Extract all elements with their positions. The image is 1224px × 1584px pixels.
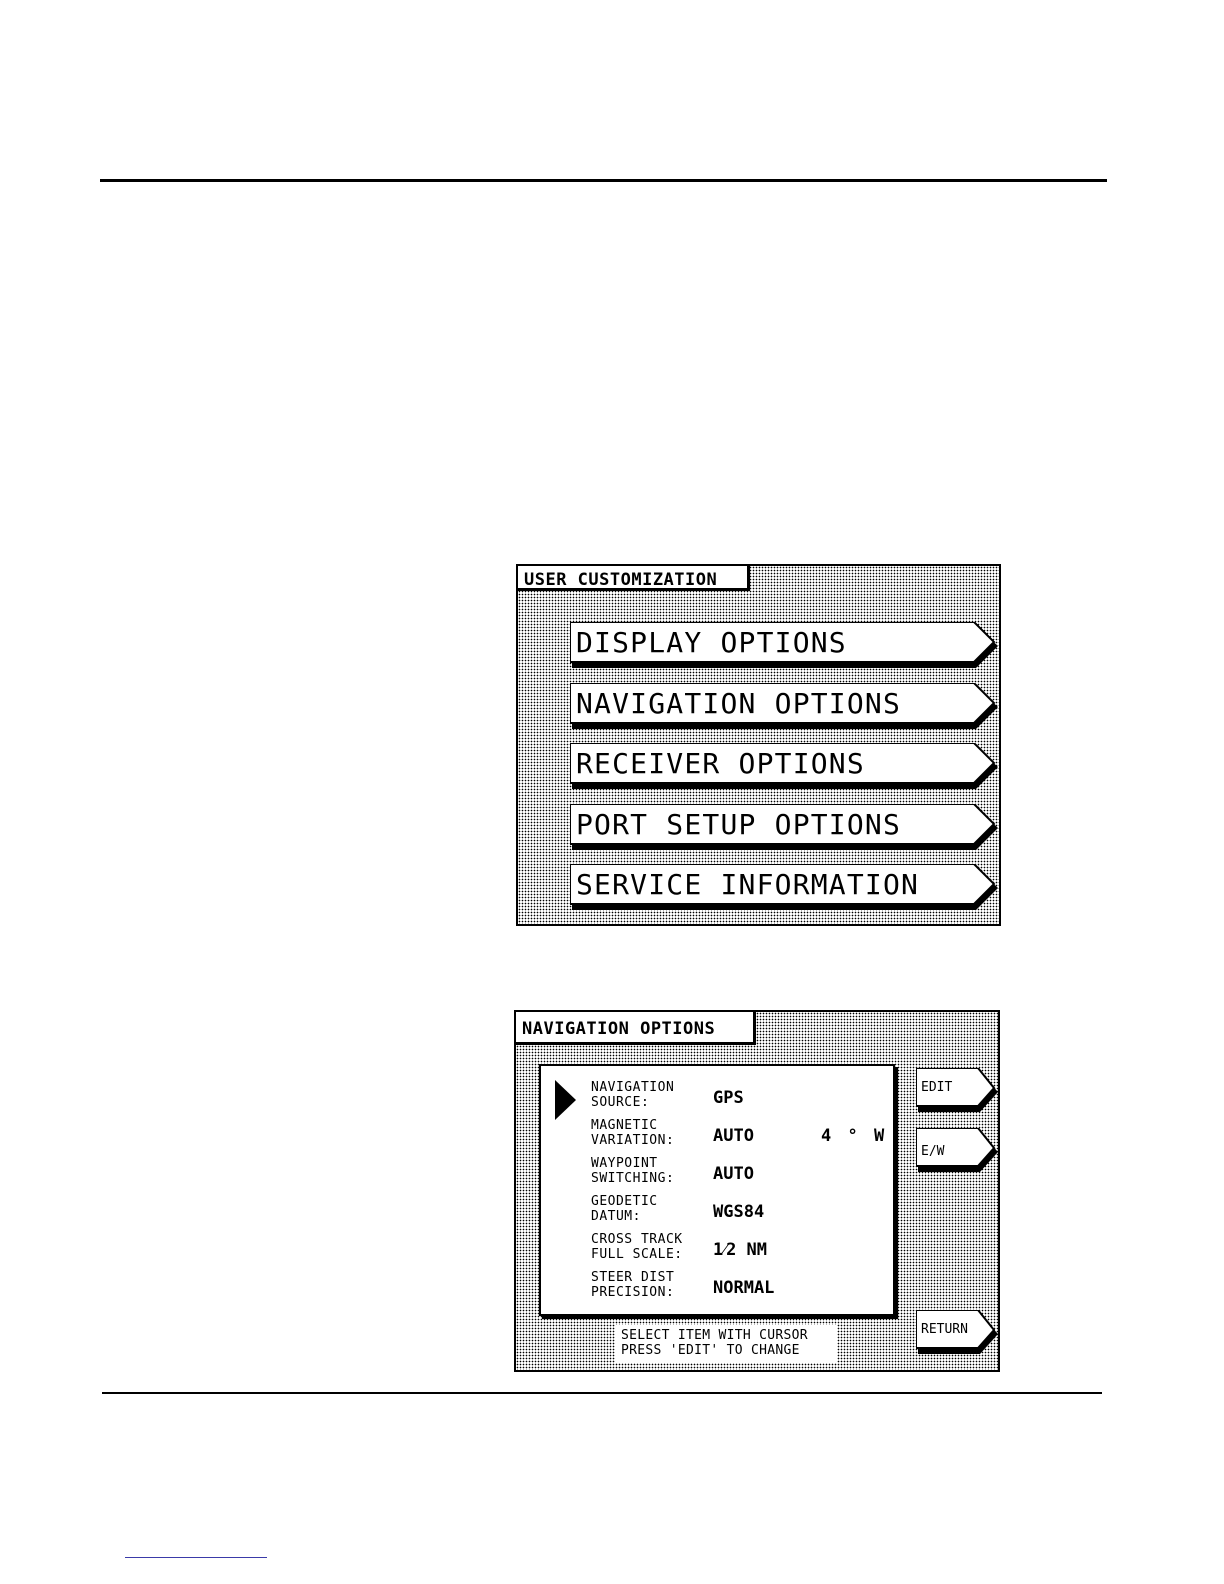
footer-link-underline bbox=[125, 1557, 267, 1558]
option-value: 1⁄2 NM bbox=[713, 1240, 768, 1260]
menu-label: SERVICE INFORMATION bbox=[576, 868, 920, 901]
menu-navigation-options[interactable] bbox=[570, 683, 996, 727]
east-west-button[interactable] bbox=[916, 1128, 996, 1170]
option-value: AUTO bbox=[713, 1164, 754, 1184]
panel-title: USER CUSTOMIZATION bbox=[518, 566, 750, 591]
button-label: EDIT bbox=[921, 1080, 953, 1095]
edit-button[interactable] bbox=[916, 1068, 996, 1110]
top-divider bbox=[100, 179, 1107, 182]
option-name: WAYPOINT SWITCHING: bbox=[591, 1156, 675, 1186]
hint-line-2: PRESS 'EDIT' TO CHANGE bbox=[621, 1343, 800, 1358]
option-name: NAVIGATION SOURCE: bbox=[591, 1080, 675, 1110]
option-name: CROSS TRACK FULL SCALE: bbox=[591, 1232, 683, 1262]
option-value: WGS84 bbox=[713, 1202, 765, 1222]
option-value: AUTO bbox=[713, 1126, 754, 1146]
menu-label: RECEIVER OPTIONS bbox=[576, 747, 865, 780]
button-label: RETURN bbox=[921, 1322, 968, 1337]
option-value: NORMAL bbox=[713, 1278, 775, 1298]
user-customization-panel bbox=[516, 564, 1001, 926]
option-value: GPS bbox=[713, 1088, 744, 1108]
button-label: E/W bbox=[921, 1144, 945, 1159]
variation-degrees: 4 ° W bbox=[821, 1126, 888, 1146]
menu-label: PORT SETUP OPTIONS bbox=[576, 808, 902, 841]
return-button[interactable] bbox=[916, 1310, 996, 1352]
help-hint bbox=[615, 1325, 837, 1363]
cursor-arrow-icon bbox=[555, 1080, 576, 1120]
option-name: GEODETIC DATUM: bbox=[591, 1194, 658, 1224]
option-name: MAGNETIC VARIATION: bbox=[591, 1118, 675, 1148]
hint-line-1: SELECT ITEM WITH CURSOR bbox=[621, 1328, 808, 1343]
option-name: STEER DIST PRECISION: bbox=[591, 1270, 675, 1300]
menu-display-options[interactable] bbox=[570, 622, 996, 666]
menu-label: NAVIGATION OPTIONS bbox=[576, 687, 902, 720]
navigation-options-panel bbox=[514, 1010, 1000, 1372]
menu-receiver-options[interactable] bbox=[570, 743, 996, 787]
menu-port-setup-options[interactable] bbox=[570, 804, 996, 848]
options-list bbox=[539, 1064, 895, 1316]
menu-label: DISPLAY OPTIONS bbox=[576, 626, 847, 659]
menu-service-information[interactable] bbox=[570, 864, 996, 908]
bottom-divider bbox=[102, 1392, 1102, 1394]
panel-title: NAVIGATION OPTIONS bbox=[516, 1012, 756, 1045]
